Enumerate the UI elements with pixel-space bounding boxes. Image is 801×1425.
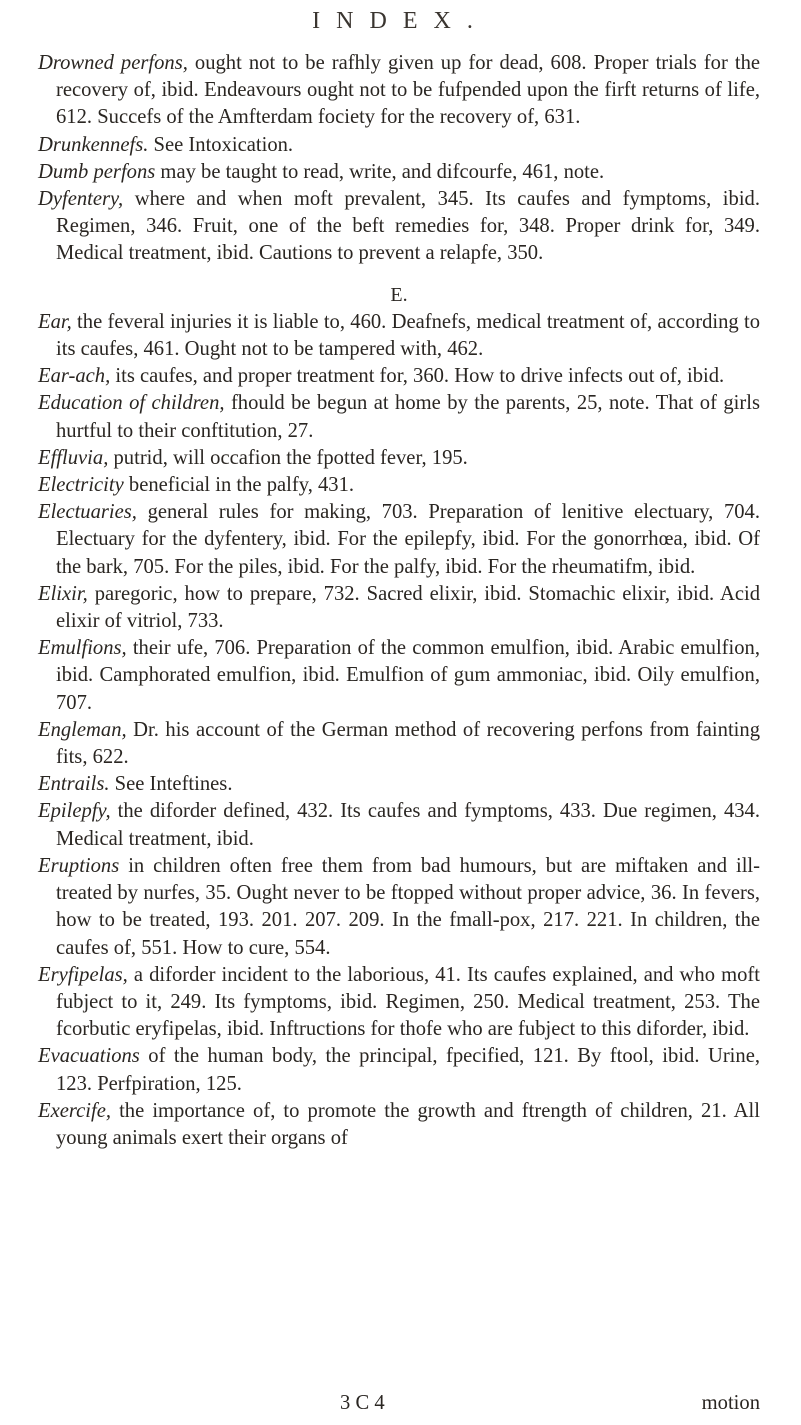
index-entry xyxy=(38,186,760,268)
entry-headword: Exercife, xyxy=(38,1099,111,1122)
index-entry xyxy=(38,499,760,581)
entry-headword: Dyfentery, xyxy=(38,188,124,211)
index-entry xyxy=(38,1098,760,1152)
index-entry xyxy=(38,962,760,1044)
entry-text: See Intoxication. xyxy=(148,133,294,156)
index-entry xyxy=(38,309,760,363)
index-column xyxy=(38,50,760,1152)
index-entry xyxy=(38,581,760,635)
entry-headword: Electuaries, xyxy=(38,501,137,524)
index-entry xyxy=(38,472,760,499)
entry-headword: Evacuations xyxy=(38,1045,140,1068)
index-entry xyxy=(38,363,760,390)
entry-text: fhould be begun at home by the parents, 25, note. That of girls hurtful to their conftitution, 27. xyxy=(56,392,760,442)
entry-headword: Drunkennefs. xyxy=(38,133,149,156)
entry-headword: Eryfipelas, xyxy=(38,963,128,986)
running-header: INDEX. xyxy=(312,8,489,34)
catchword: motion xyxy=(701,1392,760,1414)
entry-text: See Inteftines. xyxy=(109,773,233,796)
entry-text: beneficial in the palfy, 431. xyxy=(123,474,355,497)
entry-text: paregoric, how to prepare, 732. Sacred elixir, ibid. Stomachic elixir, ibid. Acid elixir of vitriol, 733. xyxy=(56,582,760,633)
entry-text: a diforder incident to the laborious, 41. Its caufes explained, and who moft fubject to it, 249. Its fymptoms, ibid. Regimen, 250. Medical treatment, 253. The fcorbutic eryfipelas, ibid. Inftructions for thofe who are fubject to this diforder, ibid. xyxy=(56,963,760,1041)
entry-headword: Engleman, xyxy=(38,718,127,741)
entry-headword: Drowned perfons, xyxy=(38,52,188,74)
entry-headword: Dumb perfons xyxy=(38,160,156,183)
index-entry xyxy=(38,50,761,132)
page-footer xyxy=(38,1392,760,1420)
entry-headword: Emulfions, xyxy=(38,637,127,660)
index-entry xyxy=(38,1043,760,1097)
entry-text: the importance of, to promote the growth and ftrength of children, 21. All young animals exert their organs of xyxy=(56,1099,760,1149)
index-entry xyxy=(38,853,760,962)
entry-text: where and when moft prevalent, 345. Its caufes and fymptoms, ibid. Regimen, 346. Fruit, one of the beft remedies for, 348. Proper drink for, 349. Medical treatment, ibid. Cautions to prevent a relapfe, 350. xyxy=(56,188,760,265)
entry-text: of the human body, the principal, fpecified, 121. By ftool, ibid. Urine, 123. Perfpiration, 125. xyxy=(56,1045,760,1095)
index-entry xyxy=(38,717,760,771)
index-entry xyxy=(38,635,760,717)
entry-text: ought not to be rafhly given up for dead, 608. Proper trials for the recovery of, ibid. Endeavours ought not to be fufpended upon the firft returns of life, 612. Succefs of the Amfterdam fociety for the recovery of, 631. xyxy=(56,52,761,129)
index-entry xyxy=(38,159,760,186)
entry-text: putrid, will occafion the fpotted fever, 195. xyxy=(108,446,468,469)
entry-headword: Education of children, xyxy=(38,392,225,415)
entry-headword: Epilepfy, xyxy=(38,800,111,823)
entry-text: the diforder defined, 432. Its caufes and fymptoms, 433. Due regimen, 434. Medical treatment, ibid. xyxy=(56,800,760,850)
entry-text: its caufes, and proper treatment for, 360. How to drive infects out of, ibid. xyxy=(110,365,725,388)
index-entry xyxy=(38,390,760,444)
entry-text: Dr. his account of the German method of recovering perfons from fainting fits, 622. xyxy=(56,718,760,769)
entry-headword: Electricity xyxy=(38,474,124,497)
entry-text: in children often free them from bad humours, but are miftaken and ill-treated by nurfes, 35. Ought never to be ftopped without proper advice, 36. In fevers, how to be treated, 193. 201. 207. 209. In the fmall-pox, 217. 221. In children, the caufes of, 551. How to cure, 554. xyxy=(56,854,760,959)
signature-mark: 3 C 4 xyxy=(340,1392,385,1414)
entry-headword: Ear, xyxy=(38,310,72,333)
entry-headword: Eruptions xyxy=(38,854,120,877)
index-entry xyxy=(38,771,760,798)
entry-text: the feveral injuries it is liable to, 460. Deafnefs, medical treatment of, according to its caufes, 461. Ought not to be tampered with, 462. xyxy=(56,310,760,361)
entry-text: their ufe, 706. Preparation of the common emulfion, ibid. Arabic emulfion, ibid. Camphorated emulfion, ibid. Emulfion of gum ammoniac, ibid. Oily emulfion, 707. xyxy=(56,637,760,714)
entry-text: may be taught to read, write, and difcourfe, 461, note. xyxy=(155,160,605,183)
entry-headword: Effluvia, xyxy=(38,446,109,469)
index-entry xyxy=(38,445,760,472)
entry-headword: Entrails. xyxy=(38,773,110,796)
section-letter: E. xyxy=(390,283,408,306)
entry-text: general rules for making, 703. Preparation of lenitive electuary, 704. Electuary for the dyfentery, ibid. For the epilepfy, ibid. For the gonorrhœa, ibid. Of the bark, 705. For the piles, ibid. For the palfy, ibid. For the rheumatifm, ibid. xyxy=(56,501,760,578)
index-entry xyxy=(38,798,760,852)
entry-headword: Ear-ach, xyxy=(38,365,111,388)
entry-headword: Elixir, xyxy=(38,582,88,605)
index-entry xyxy=(38,132,760,159)
